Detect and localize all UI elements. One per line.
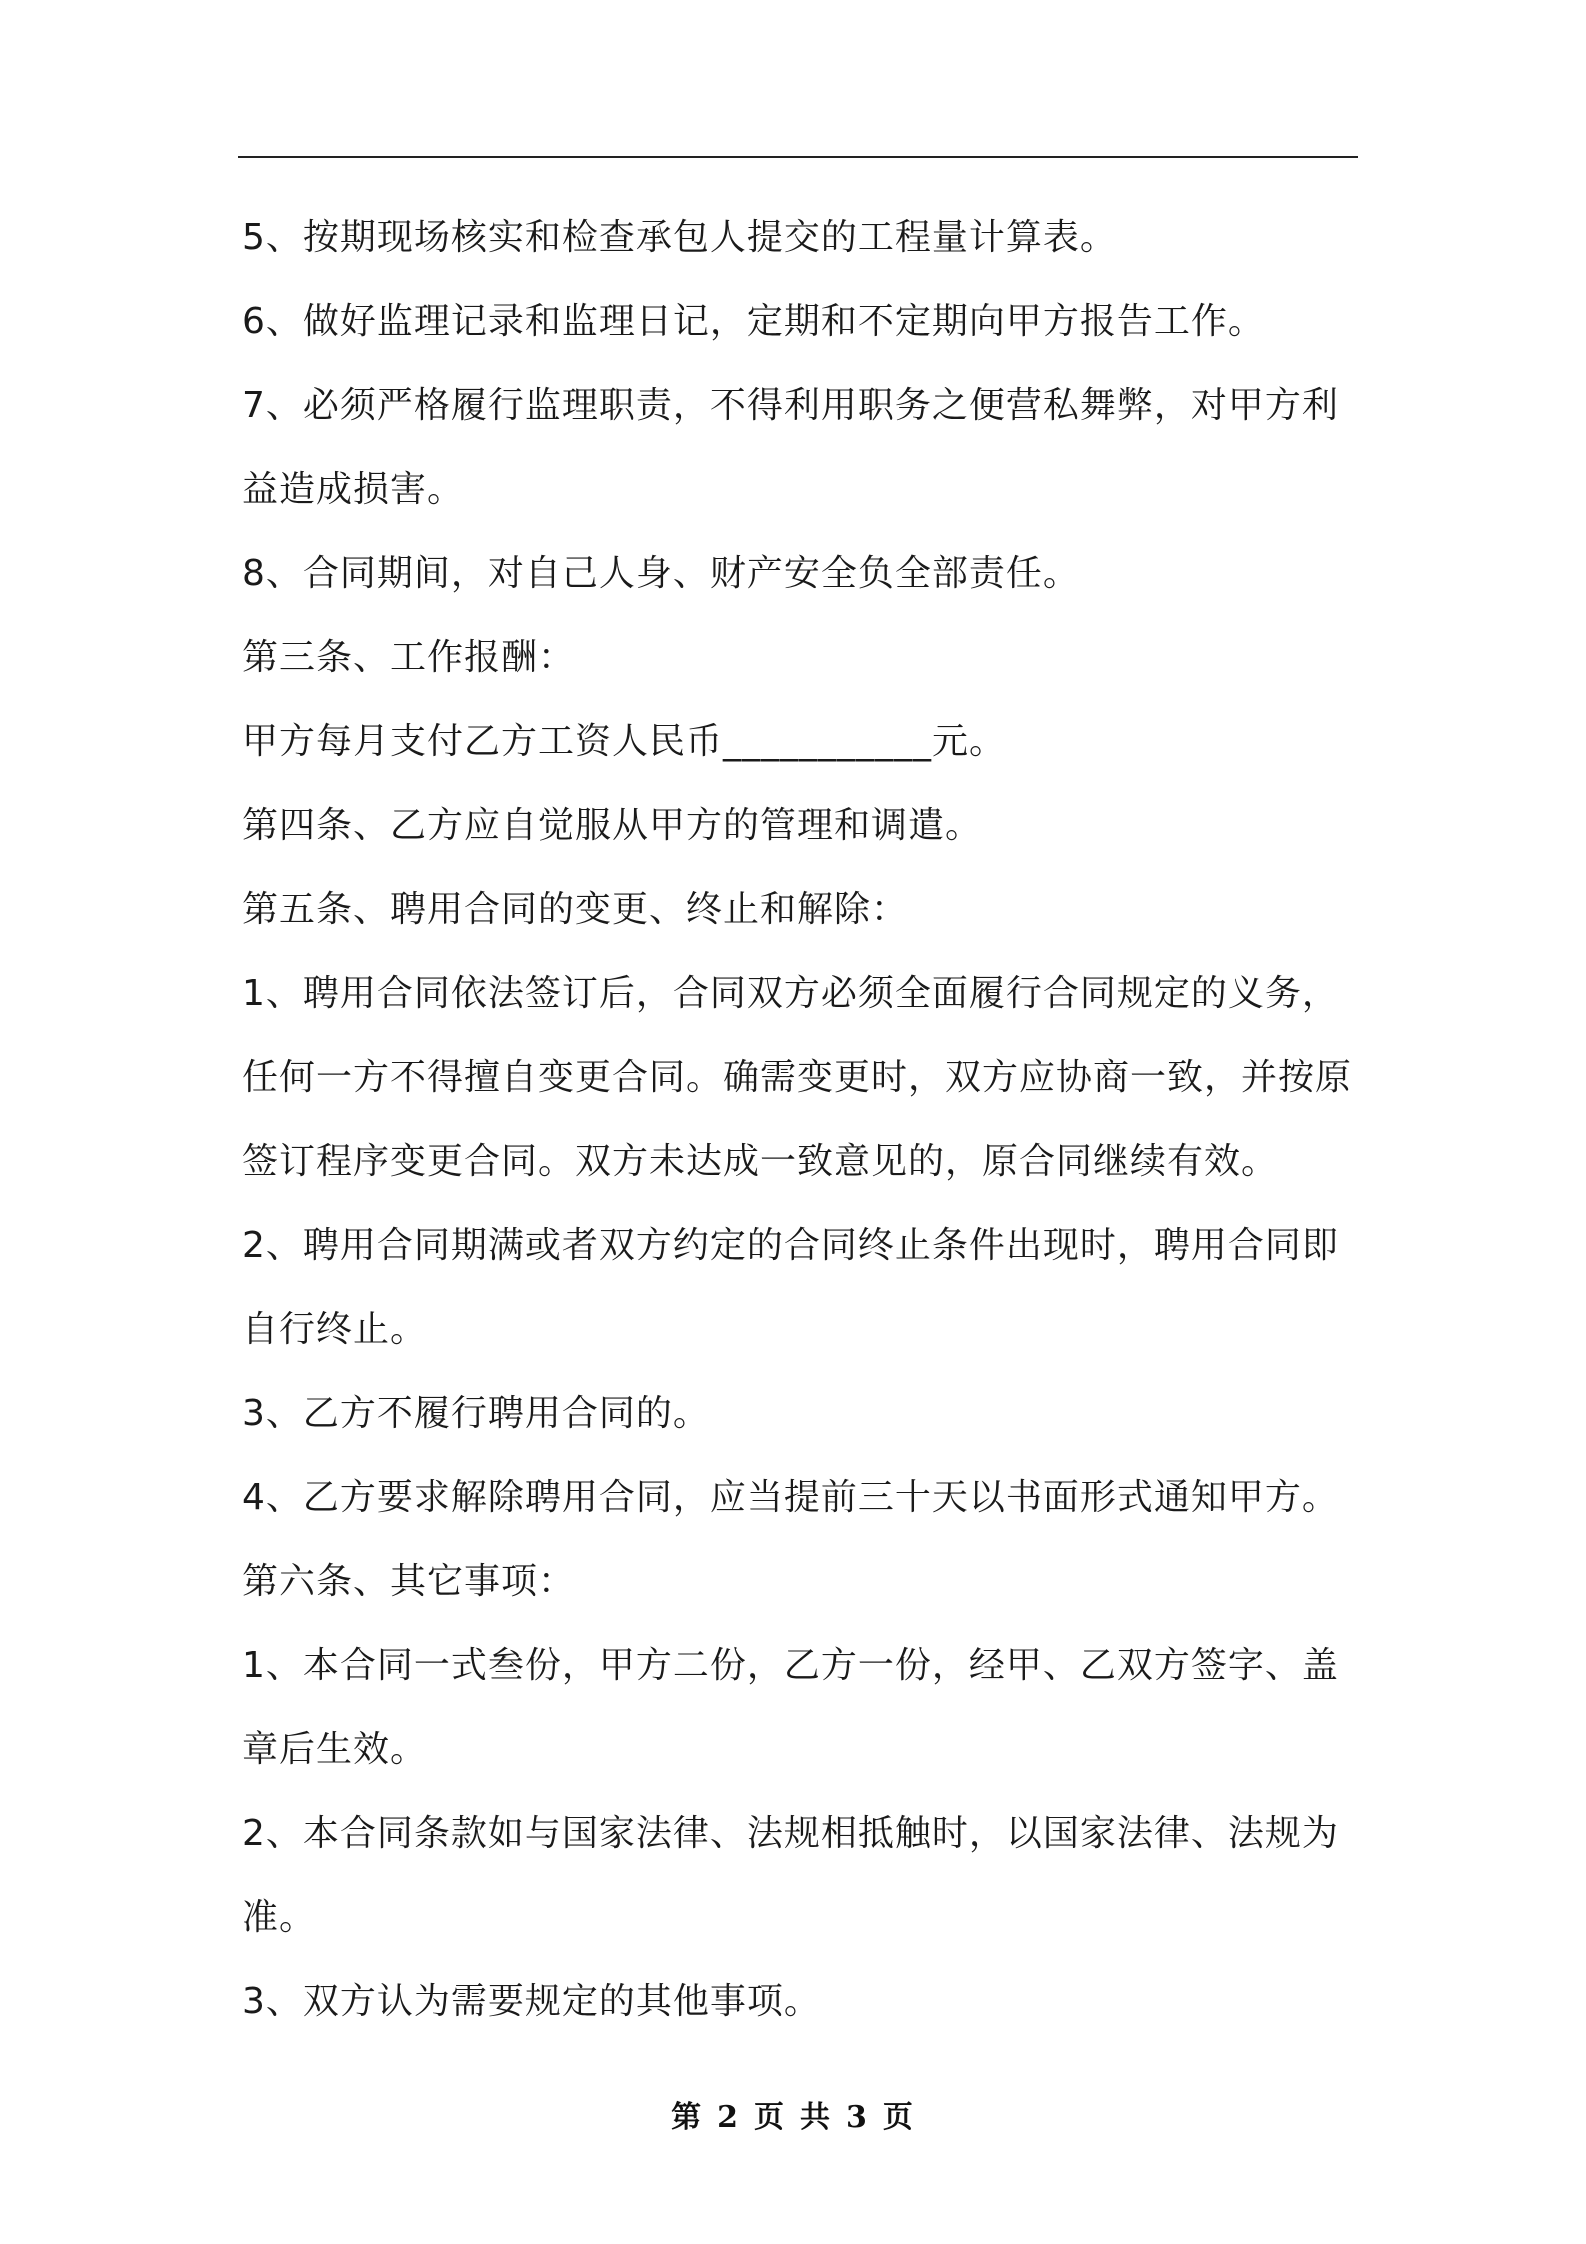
footer-total-word: 共 bbox=[800, 2100, 832, 2135]
clause-line: 自行终止。 bbox=[242, 1309, 428, 1350]
clause-line: 1、本合同一式叁份，甲方二份，乙方一份，经甲、乙双方签字、盖 bbox=[242, 1645, 1339, 1686]
article-heading: 第四条、乙方应自觉服从甲方的管理和调遣。 bbox=[242, 805, 983, 846]
clause-line: 3、乙方不履行聘用合同的。 bbox=[242, 1393, 710, 1434]
article-heading: 第五条、聘用合同的变更、终止和解除： bbox=[242, 889, 909, 930]
clause-line: 1、聘用合同依法签订后，合同双方必须全面履行合同规定的义务， bbox=[242, 973, 1339, 1014]
current-page-number: 2 bbox=[717, 2100, 740, 2135]
clause-line: 益造成损害。 bbox=[242, 469, 465, 510]
total-pages-number: 3 bbox=[846, 2100, 869, 2135]
clause-line: 3、双方认为需要规定的其他事项。 bbox=[242, 1981, 821, 2022]
clause-line: 签订程序变更合同。双方未达成一致意见的，原合同继续有效。 bbox=[242, 1141, 1279, 1182]
salary-clause: 甲方每月支付乙方工资人民币___________元。 bbox=[242, 721, 1007, 762]
clause-line: 6、做好监理记录和监理日记，定期和不定期向甲方报告工作。 bbox=[242, 301, 1265, 342]
page-footer bbox=[0, 2092, 1586, 2136]
clause-line: 5、按期现场核实和检查承包人提交的工程量计算表。 bbox=[242, 217, 1117, 258]
clause-line: 2、聘用合同期满或者双方约定的合同终止条件出现时，聘用合同即 bbox=[242, 1225, 1339, 1266]
footer-page-word: 页 bbox=[754, 2100, 786, 2135]
article-heading: 第三条、工作报酬： bbox=[242, 637, 576, 678]
clause-line: 章后生效。 bbox=[242, 1729, 428, 1770]
header-divider bbox=[238, 156, 1358, 158]
clause-line: 任何一方不得擅自变更合同。确需变更时，双方应协商一致，并按原 bbox=[242, 1057, 1353, 1098]
contract-body bbox=[242, 196, 1367, 2044]
footer-prefix: 第 bbox=[671, 2100, 704, 2135]
clause-line: 2、本合同条款如与国家法律、法规相抵触时，以国家法律、法规为 bbox=[242, 1813, 1339, 1854]
clause-line: 8、合同期间，对自己人身、财产安全负全部责任。 bbox=[242, 553, 1080, 594]
article-heading: 第六条、其它事项： bbox=[242, 1561, 576, 1602]
footer-suffix: 页 bbox=[882, 2100, 915, 2135]
clause-line: 准。 bbox=[242, 1897, 317, 1938]
clause-line: 7、必须严格履行监理职责，不得利用职务之便营私舞弊，对甲方利 bbox=[242, 385, 1339, 426]
clause-line: 4、乙方要求解除聘用合同，应当提前三十天以书面形式通知甲方。 bbox=[242, 1477, 1339, 1518]
